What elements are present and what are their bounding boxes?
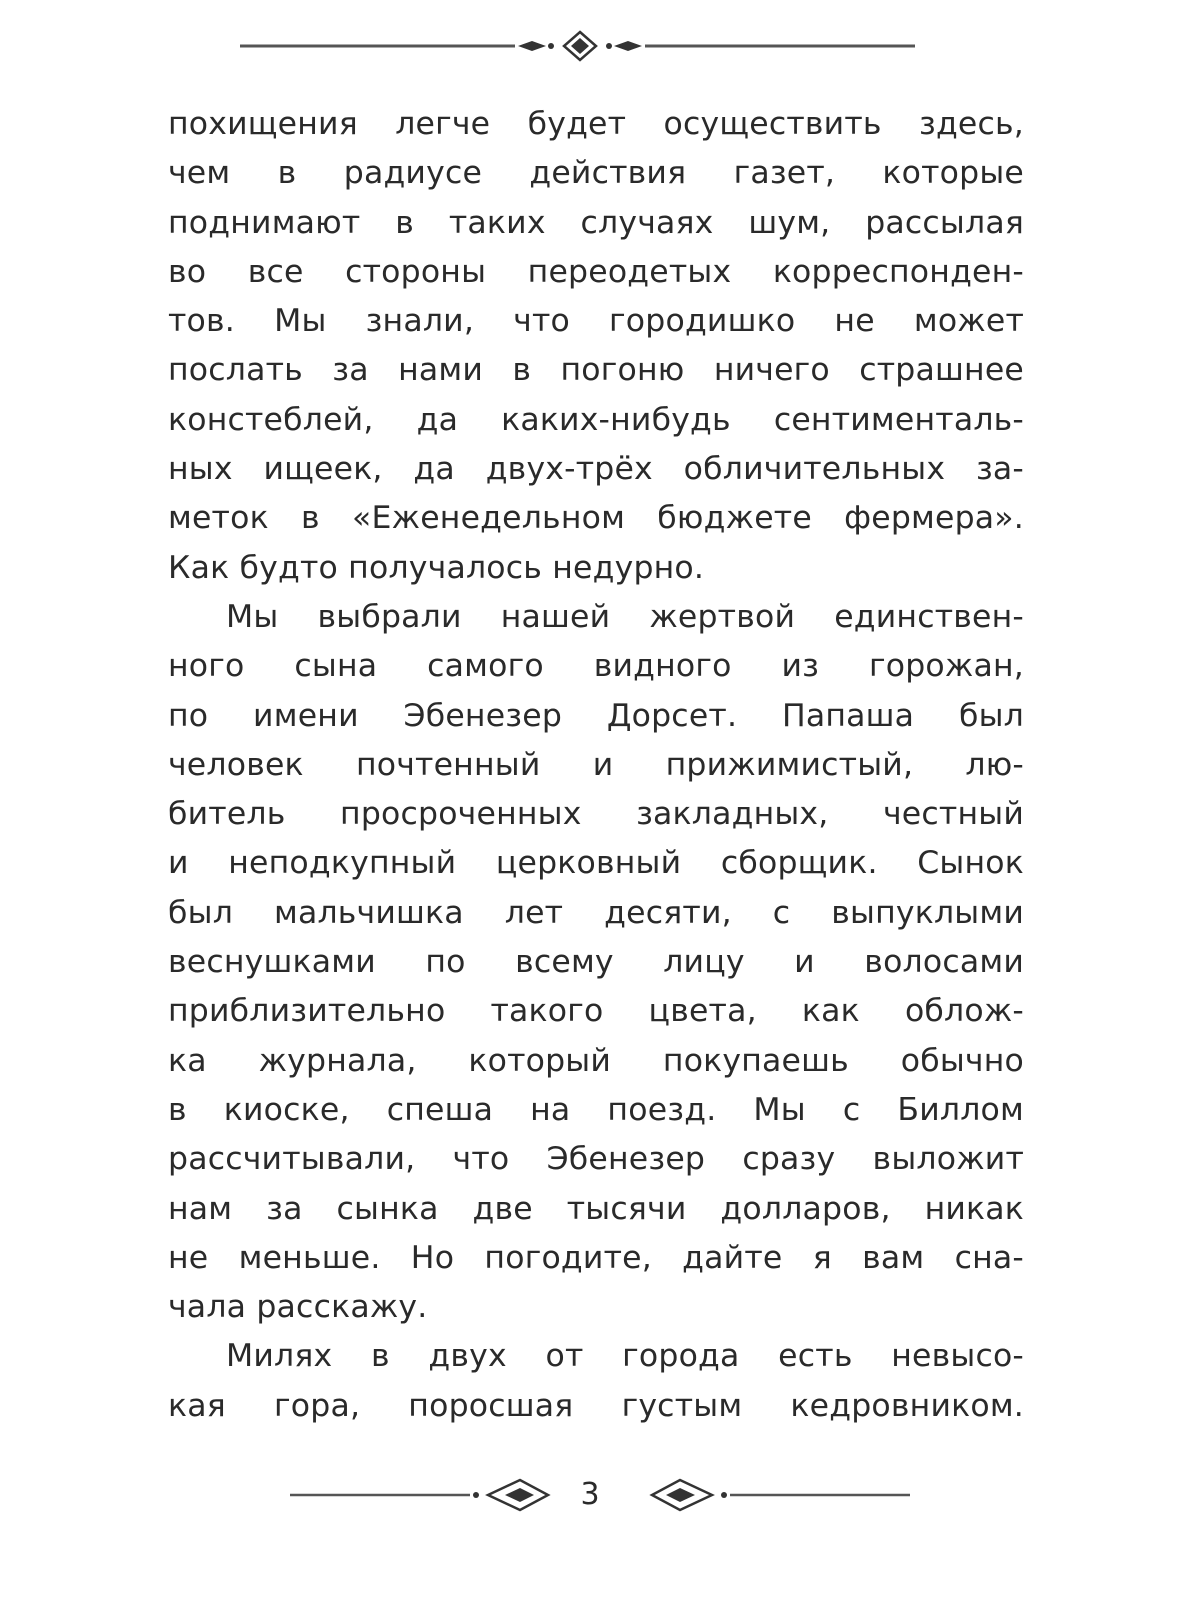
text-line: рассчитывали, что Эбенезер сразу выложит	[168, 1141, 1024, 1178]
text-line: похищения легче будет осуществить здесь,	[168, 106, 1024, 142]
text-line: не меньше. Но погодите, дайте я вам сна-	[168, 1239, 1024, 1276]
top-ornament-icon	[0, 26, 1200, 66]
paragraph-2	[168, 593, 1024, 1332]
text-line: меток в «Еженедельном бюджете фермера».	[168, 500, 1024, 537]
text-line: по имени Эбенезер Дорсет. Папаша был	[168, 697, 1024, 734]
text-line: Как будто получалось недурно.	[168, 549, 705, 586]
page-number: 3	[580, 1477, 600, 1512]
text-line: битель просроченных закладных, честный	[168, 796, 1024, 833]
paragraph-3	[168, 1332, 1024, 1431]
text-line: ного сына самого видного из горожан,	[168, 648, 1024, 685]
text-line: во все стороны переодетых корреспонден-	[168, 253, 1024, 290]
text-line: человек почтенный и прижимистый, лю-	[168, 746, 1024, 783]
text-line: Милях в двух от города есть невысо-	[226, 1338, 1024, 1375]
top-ornament	[0, 26, 1200, 66]
text-line: и неподкупный церковный сборщик. Сынок	[168, 845, 1024, 882]
text-line: констеблей, да каких-нибудь сентименталь-	[168, 401, 1024, 438]
text-line: чем в радиусе действия газет, которые	[168, 155, 1024, 192]
text-line: чала расскажу.	[168, 1289, 428, 1326]
text-line: послать за нами в погоню ничего страшнее	[168, 352, 1024, 389]
paragraph-1	[168, 100, 1024, 593]
text-line: поднимают в таких случаях шум, рассылая	[168, 204, 1024, 241]
body-text	[168, 100, 1024, 1431]
text-line: кая гора, поросшая густым кедровником.	[168, 1387, 1024, 1424]
text-line: приблизительно такого цвета, как облож-	[168, 993, 1024, 1030]
text-line: ных ищеек, да двух-трёх обличительных за-	[168, 451, 1024, 488]
text-line: тов. Мы знали, что городишко не может	[168, 303, 1024, 340]
text-line: в киоске, спеша на поезд. Мы с Биллом	[168, 1091, 1024, 1128]
text-line: был мальчишка лет десяти, с выпуклыми	[168, 894, 1024, 931]
text-line: Мы выбрали нашей жертвой единствен-	[226, 598, 1024, 635]
text-line: ка журнала, который покупаешь обычно	[168, 1042, 1024, 1079]
text-line: веснушками по всему лицу и волосами	[168, 944, 1024, 981]
text-line: нам за сынка две тысячи долларов, никак	[168, 1190, 1024, 1227]
